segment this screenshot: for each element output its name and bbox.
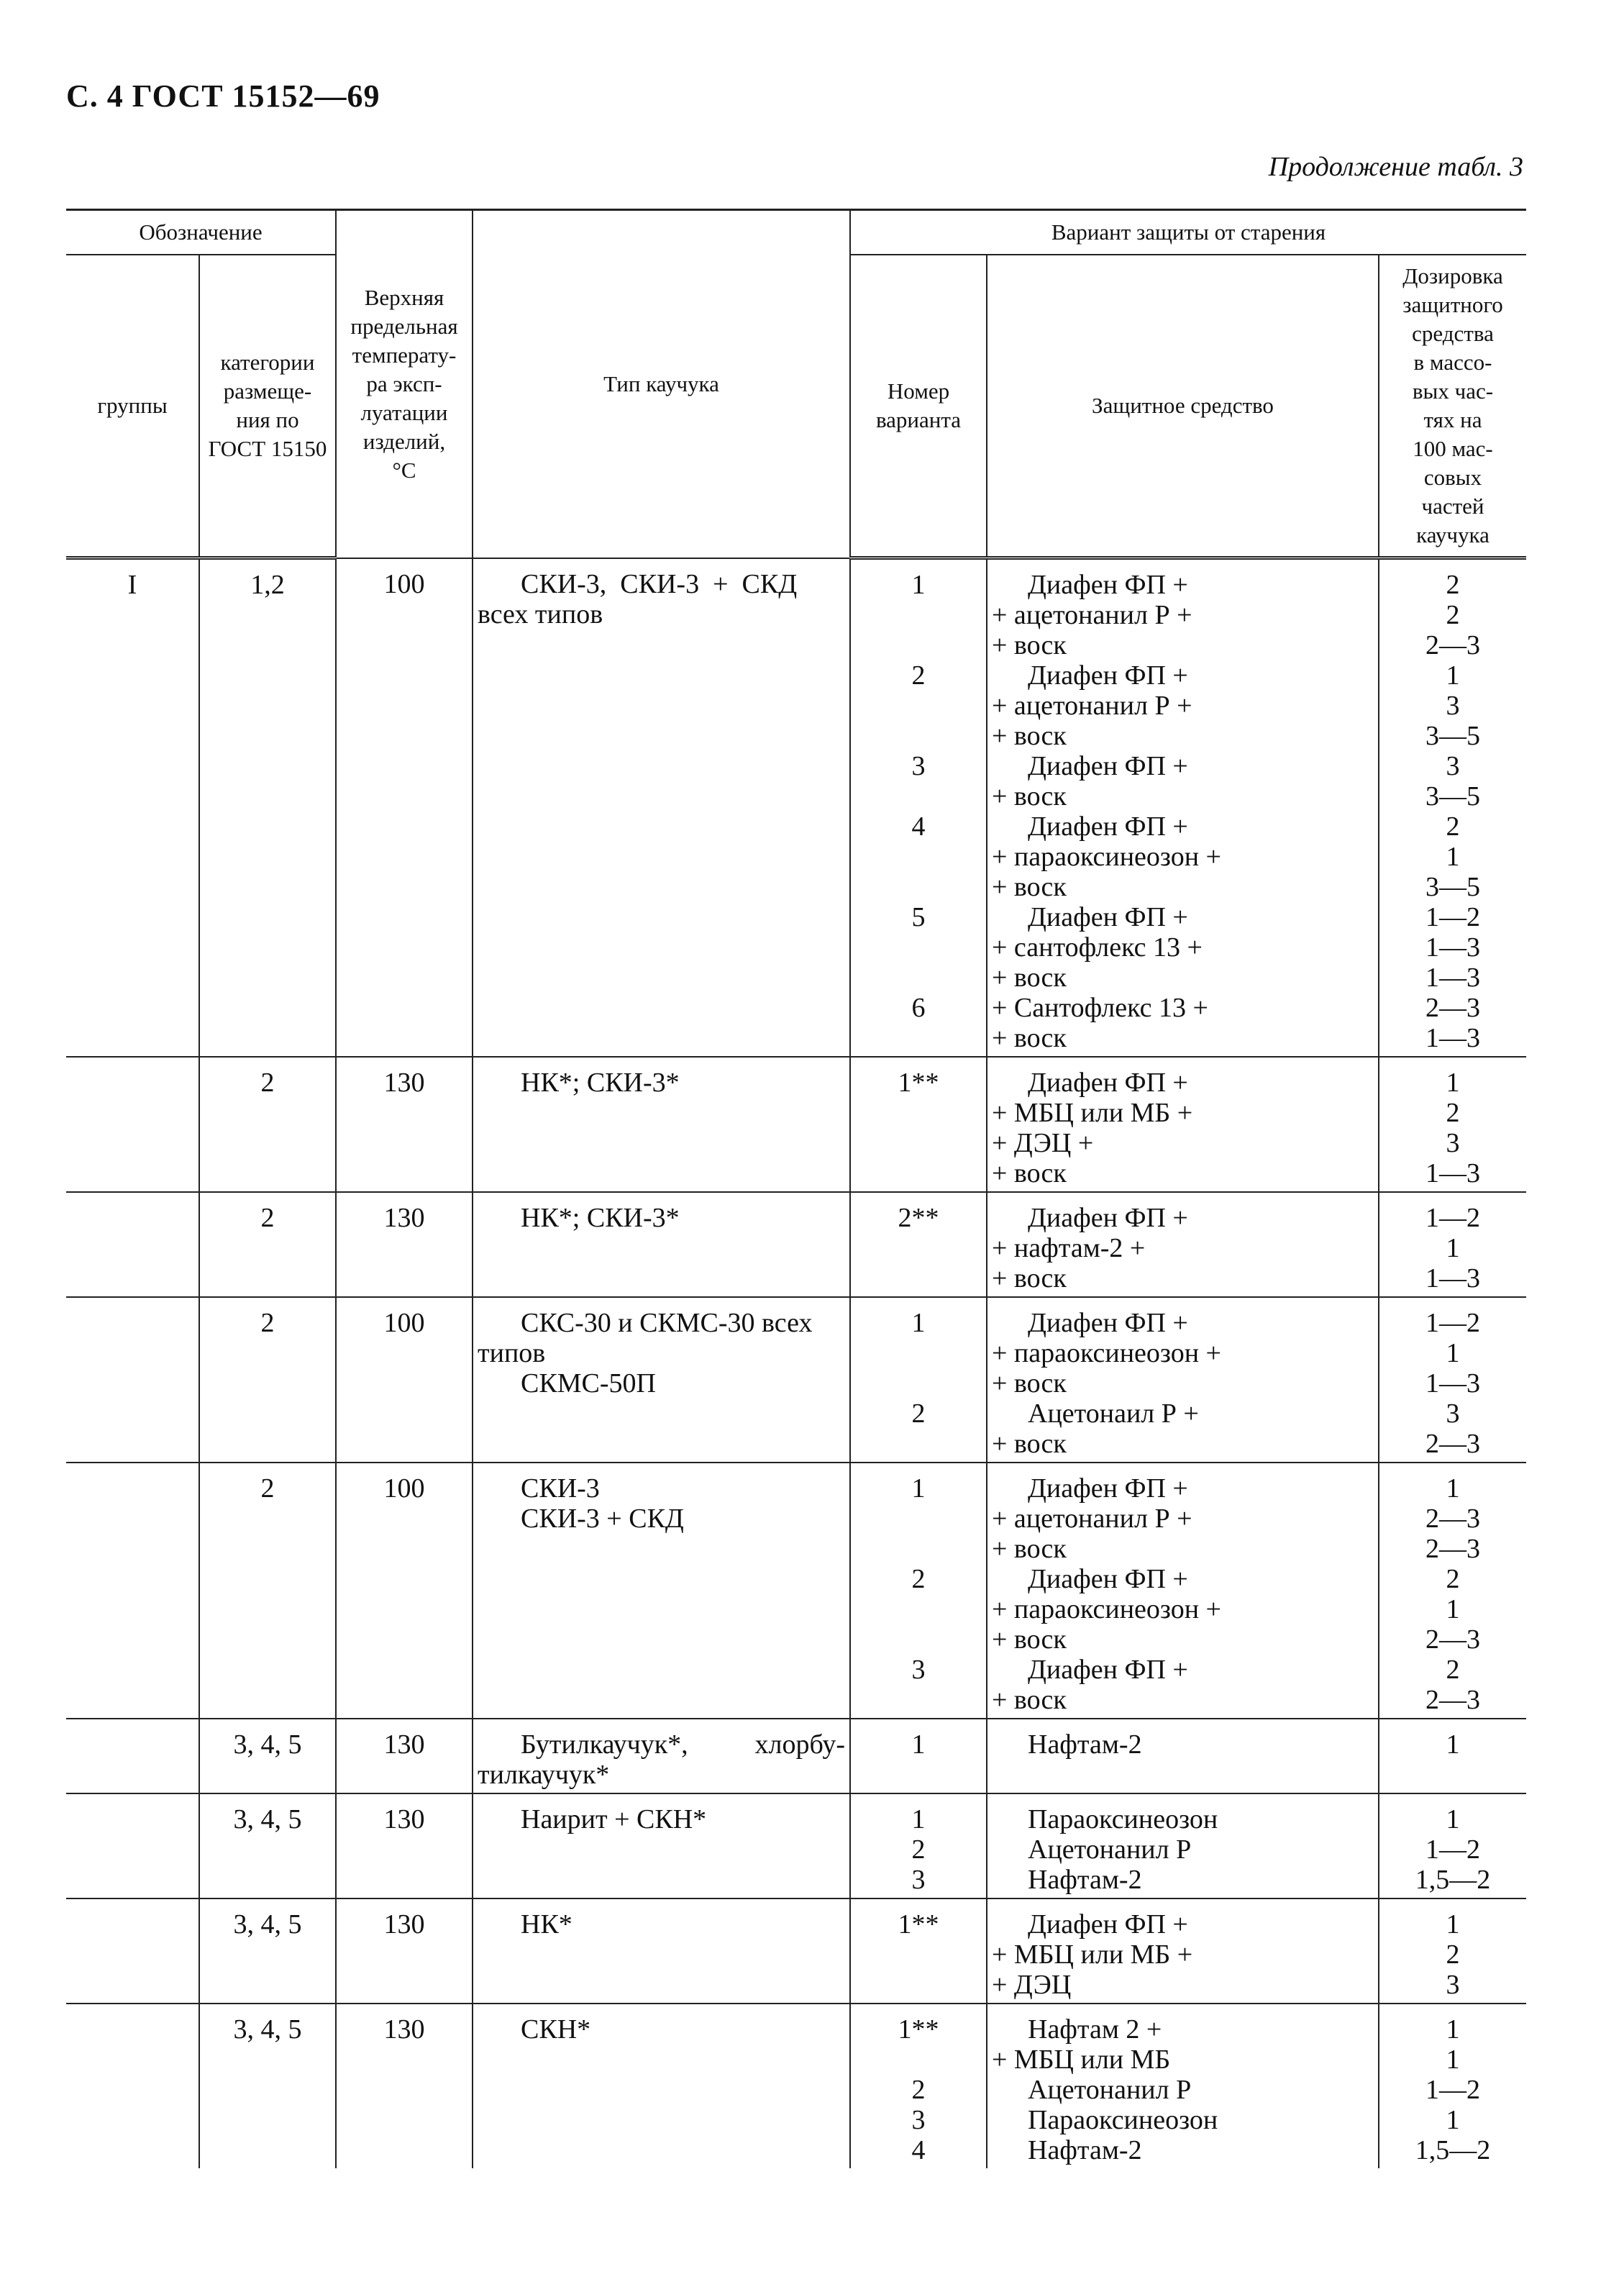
cell-category <box>199 1898 336 2004</box>
dosage-value: 1 <box>1446 2045 1460 2075</box>
header-temperature <box>336 210 473 558</box>
cell-rubber-type <box>473 1463 850 1719</box>
dosage-value: 1 <box>1446 1594 1460 1624</box>
protective-agent: + параоксинеозон + <box>992 1338 1221 1368</box>
variant-number <box>855 1023 982 1053</box>
variant-number: 1 <box>911 570 926 600</box>
variant-number: 2 <box>911 1399 926 1429</box>
dosage-value: 1 <box>1446 842 1460 872</box>
dosage-value: 3—5 <box>1425 872 1480 902</box>
cell-variant-number <box>850 1297 987 1463</box>
cell-group <box>66 1793 199 1898</box>
cell-group <box>66 1898 199 2004</box>
rubber-type-line: СКИ-3 <box>521 1473 600 1504</box>
cell-variant-number <box>850 1898 987 2004</box>
dosage-value: 1,5—2 <box>1415 2135 1491 2165</box>
variant-number <box>855 1939 982 1970</box>
dosage-value: 2 <box>1446 1564 1460 1594</box>
cell-rubber-type <box>473 1297 850 1463</box>
cell-variant-number <box>850 2004 987 2168</box>
cell-protective-agent <box>987 1192 1379 1297</box>
variant-number <box>855 1338 982 1368</box>
cell-rubber-type <box>473 1898 850 2004</box>
protective-agent: + ДЭЦ <box>992 1970 1072 2000</box>
header-line: температу- <box>352 342 457 368</box>
protective-agent: + воск <box>992 1624 1067 1655</box>
variant-number <box>855 842 982 872</box>
dosage-value: 3 <box>1446 1970 1460 2000</box>
variant-number <box>855 1263 982 1293</box>
variant-number <box>855 1233 982 1263</box>
dosage-value: 1 <box>1446 1068 1460 1098</box>
cell-category <box>199 1297 336 1463</box>
variant-number <box>855 932 982 963</box>
protective-agent: + воск <box>992 1023 1067 1053</box>
variant-number: 2 <box>911 1564 926 1594</box>
variant-number: 4 <box>911 2135 926 2165</box>
protective-agent: Диафен ФП + <box>1028 1068 1188 1098</box>
variant-number <box>855 721 982 751</box>
header-line: луатации <box>360 399 448 425</box>
dosage-value: 1 <box>1446 1338 1460 1368</box>
cell-variant-number <box>850 1192 987 1297</box>
header-variant-number-lines <box>854 377 983 435</box>
dosage-value: 1—2 <box>1425 1308 1480 1338</box>
cell-temperature <box>336 1057 473 1192</box>
table-row <box>66 1297 1526 1463</box>
category-value: 2 <box>260 1203 275 1233</box>
variant-number: 3 <box>911 2105 926 2135</box>
protective-agent: Параоксинеозон <box>1028 2105 1218 2135</box>
cell-rubber-type <box>473 1793 850 1898</box>
header-line: ния по <box>236 407 299 432</box>
protective-agent: Диафен ФП + <box>1028 1473 1188 1504</box>
variant-number <box>855 1098 982 1128</box>
header-line: Верхняя <box>364 284 444 310</box>
cell-category <box>199 1793 336 1898</box>
cell-group <box>66 2004 199 2168</box>
cell-variant-number <box>850 1719 987 1793</box>
protective-agent: + воск <box>992 1685 1067 1715</box>
dosage-value: 1—3 <box>1425 1023 1480 1053</box>
protective-agent: Ацетонанил Р <box>1028 2075 1192 2105</box>
category-value: 1,2 <box>250 570 285 600</box>
category-value: 3, 4, 5 <box>233 2014 302 2045</box>
header-protective-agent: Защитное средство <box>987 255 1379 558</box>
rubber-type-line <box>478 1729 845 1760</box>
category-value: 3, 4, 5 <box>233 1804 302 1834</box>
variant-number <box>855 2045 982 2075</box>
dosage-value: 1 <box>1446 2105 1460 2135</box>
cell-category <box>199 1719 336 1793</box>
cell-dosage <box>1379 1719 1526 1793</box>
cell-dosage <box>1379 1057 1526 1192</box>
protective-agent: Ацетонаил Р + <box>1028 1399 1199 1429</box>
header-line: предельная <box>350 313 458 339</box>
header-line: ГОСТ 15150 <box>208 436 327 461</box>
protective-agent: + ДЭЦ + <box>992 1128 1094 1158</box>
protective-agent: + воск <box>992 872 1067 902</box>
variant-number <box>855 1534 982 1564</box>
cell-protective-agent <box>987 1297 1379 1463</box>
protective-agent: Диафен ФП + <box>1028 570 1188 600</box>
cell-rubber-type <box>473 2004 850 2168</box>
dosage-value: 1—3 <box>1425 963 1480 993</box>
variant-number <box>855 1594 982 1624</box>
variant-number: 3 <box>911 751 926 781</box>
table-row <box>66 1057 1526 1192</box>
cell-protective-agent <box>987 1463 1379 1719</box>
variant-number: 5 <box>911 902 926 932</box>
dosage-value: 2 <box>1446 1655 1460 1685</box>
dosage-value: 2 <box>1446 1098 1460 1128</box>
protective-agent: Диафен ФП + <box>1028 811 1188 842</box>
cell-protective-agent <box>987 1719 1379 1793</box>
header-line: Номер <box>887 378 950 404</box>
cell-group <box>66 1719 199 1793</box>
dosage-value: 3 <box>1446 1128 1460 1158</box>
protective-agent: + воск <box>992 1429 1067 1459</box>
variant-number <box>855 1368 982 1399</box>
protective-agent: + ацетонанил Р + <box>992 691 1192 721</box>
temperature-value: 130 <box>383 2014 425 2045</box>
header-line: каучука <box>1416 522 1490 547</box>
cell-dosage <box>1379 1793 1526 1898</box>
cell-temperature <box>336 1297 473 1463</box>
cell-temperature <box>336 1898 473 2004</box>
protective-agent: Диафен ФП + <box>1028 1909 1188 1939</box>
cell-dosage <box>1379 1463 1526 1719</box>
header-line: °С <box>392 457 416 483</box>
dosage-value: 2—3 <box>1425 1685 1480 1715</box>
variant-number <box>855 1970 982 2000</box>
cell-variant-number <box>850 1057 987 1192</box>
variant-number <box>855 1429 982 1459</box>
table-row <box>66 558 1526 1058</box>
header-variant-number <box>850 255 987 558</box>
cell-temperature <box>336 2004 473 2168</box>
variant-number: 2 <box>911 660 926 691</box>
cell-dosage <box>1379 1898 1526 2004</box>
dosage-value: 1—2 <box>1425 1203 1480 1233</box>
cell-rubber-type <box>473 558 850 1058</box>
variant-number <box>855 1158 982 1188</box>
category-value: 2 <box>260 1473 275 1504</box>
dosage-value: 1 <box>1446 1909 1460 1939</box>
cell-protective-agent <box>987 1057 1379 1192</box>
cell-protective-agent <box>987 1898 1379 2004</box>
category-value: 2 <box>260 1068 275 1098</box>
dosage-value: 1,5—2 <box>1415 1865 1491 1895</box>
protective-agent: + ацетонанил Р + <box>992 600 1192 630</box>
rubber-type-line: типов <box>478 1338 546 1368</box>
dosage-value: 2 <box>1446 600 1460 630</box>
protective-agent: Нафтам 2 + <box>1028 2014 1162 2045</box>
protective-agent: + воск <box>992 1534 1067 1564</box>
variant-number <box>855 1128 982 1158</box>
cell-group <box>66 1297 199 1463</box>
cell-variant-number <box>850 558 987 1058</box>
header-group: группы <box>66 255 199 558</box>
dosage-value: 1—3 <box>1425 932 1480 963</box>
cell-rubber-type <box>473 1719 850 1793</box>
table-body <box>66 558 1526 2169</box>
protective-agent: + воск <box>992 781 1067 811</box>
header-line: изделий, <box>362 428 446 454</box>
variant-number: 1** <box>898 1909 939 1939</box>
temperature-value: 130 <box>383 1203 425 1233</box>
dosage-value: 2—3 <box>1425 1624 1480 1655</box>
protective-agent: + воск <box>992 1263 1067 1293</box>
protective-agent: + МБЦ или МБ + <box>992 1939 1193 1970</box>
temperature-value: 100 <box>383 568 425 599</box>
protective-agent: Диафен ФП + <box>1028 1564 1188 1594</box>
table-row <box>66 1898 1526 2004</box>
protective-agent: + воск <box>992 721 1067 751</box>
dosage-value: 1—2 <box>1425 902 1480 932</box>
cell-group <box>66 1463 199 1719</box>
header-temperature-lines <box>339 283 469 485</box>
header-category-lines <box>203 348 332 463</box>
cell-category <box>199 1463 336 1719</box>
cell-rubber-type <box>473 1057 850 1192</box>
protective-agent: Диафен ФП + <box>1028 1308 1188 1338</box>
dosage-value: 2—3 <box>1425 1534 1480 1564</box>
variant-number <box>855 1504 982 1534</box>
variant-number: 1 <box>911 1729 926 1760</box>
dosage-value: 1 <box>1446 660 1460 691</box>
temperature-value: 130 <box>383 1909 425 1939</box>
table-row <box>66 2004 1526 2168</box>
header-category <box>199 255 336 558</box>
cell-dosage <box>1379 1297 1526 1463</box>
protective-agent: Диафен ФП + <box>1028 660 1188 691</box>
dosage-value: 1—3 <box>1425 1263 1480 1293</box>
dosage-value: 2 <box>1446 1939 1460 1970</box>
cell-protective-agent <box>987 1793 1379 1898</box>
dosage-value: 1 <box>1446 1804 1460 1834</box>
header-line: размеще- <box>223 378 312 404</box>
table-continuation-label: Продолжение табл. 3 <box>1268 152 1523 182</box>
header-line: совых <box>1423 465 1482 490</box>
protective-agent: + МБЦ или МБ + <box>992 1098 1193 1128</box>
protective-agent: + сантофлекс 13 + <box>992 932 1203 963</box>
dosage-value: 3—5 <box>1425 721 1480 751</box>
dosage-value: 2—3 <box>1425 993 1480 1023</box>
header-line: Дозировка <box>1402 263 1503 288</box>
variant-number <box>855 630 982 660</box>
header-rubber-type: Тип каучука <box>473 210 850 558</box>
header-line: категории <box>220 350 315 375</box>
temperature-value: 130 <box>383 1729 425 1760</box>
protection-table <box>66 209 1526 2168</box>
cell-temperature <box>336 1793 473 1898</box>
protective-agent: + нафтам-2 + <box>992 1233 1146 1263</box>
protective-agent: + воск <box>992 630 1067 660</box>
temperature-value: 130 <box>383 1068 425 1098</box>
variant-number: 2** <box>898 1203 939 1233</box>
temperature-value: 100 <box>383 1473 425 1504</box>
header-protection-variant: Вариант защиты от старения <box>850 210 1526 255</box>
variant-number <box>855 691 982 721</box>
rubber-type-line: НК*; СКИ-3* <box>521 1203 680 1233</box>
dosage-value: 1—2 <box>1425 1834 1480 1865</box>
variant-number: 1 <box>911 1804 926 1834</box>
protective-agent: Диафен ФП + <box>1028 902 1188 932</box>
cell-category <box>199 558 336 1058</box>
protective-agent: Диафен ФП + <box>1028 1203 1188 1233</box>
variant-number: 1 <box>911 1308 926 1338</box>
cell-group <box>66 1057 199 1192</box>
protective-agent: + воск <box>992 963 1067 993</box>
cell-protective-agent <box>987 558 1379 1058</box>
table-row <box>66 1192 1526 1297</box>
rubber-type-line: Наирит + СКН* <box>521 1804 707 1834</box>
header-designation: Обозначение <box>66 210 336 255</box>
variant-number: 4 <box>911 811 926 842</box>
dosage-value: 1 <box>1446 1233 1460 1263</box>
variant-number <box>855 1624 982 1655</box>
variant-number: 1** <box>898 2014 939 2045</box>
temperature-value: 130 <box>383 1804 425 1834</box>
rubber-type-line: СКИ-3 + СКД <box>521 1504 684 1534</box>
cell-dosage <box>1379 1192 1526 1297</box>
page-header: С. 4 ГОСТ 15152—69 <box>66 78 380 114</box>
dosage-value: 3 <box>1446 691 1460 721</box>
variant-number: 2 <box>911 1834 926 1865</box>
dosage-value: 1 <box>1446 1729 1460 1760</box>
header-line: варианта <box>875 407 962 432</box>
rubber-type-line: тилкаучук* <box>478 1760 610 1790</box>
header-line: частей <box>1421 494 1484 519</box>
variant-number <box>855 781 982 811</box>
cell-category <box>199 1192 336 1297</box>
dosage-value: 1—3 <box>1425 1158 1480 1188</box>
rubber-type-word: Бутилкаучук*, <box>521 1729 688 1760</box>
dosage-value: 3—5 <box>1425 781 1480 811</box>
protective-agent: Ацетонанил Р <box>1028 1834 1192 1865</box>
cell-temperature <box>336 558 473 1058</box>
variant-number <box>855 872 982 902</box>
protective-agent: + параоксинеозон + <box>992 1594 1221 1624</box>
temperature-value: 100 <box>383 1308 425 1338</box>
table-row <box>66 1793 1526 1898</box>
variant-number <box>855 600 982 630</box>
variant-number: 1 <box>911 1473 926 1504</box>
header-line: защитного <box>1402 292 1503 317</box>
header-dosage <box>1379 255 1526 558</box>
header-line: в массо- <box>1413 350 1492 375</box>
rubber-type-line: всех типов <box>478 599 603 629</box>
rubber-type-line: СКИ-3, СКИ-3 + СКД <box>521 568 798 599</box>
cell-dosage <box>1379 558 1526 1058</box>
cell-protective-agent <box>987 2004 1379 2168</box>
rubber-type-line: НК*; СКИ-3* <box>521 1068 680 1098</box>
dosage-value: 3 <box>1446 1399 1460 1429</box>
variant-number <box>855 963 982 993</box>
table-row <box>66 1463 1526 1719</box>
variant-number: 3 <box>911 1655 926 1685</box>
protective-agent: + воск <box>992 1158 1067 1188</box>
category-value: 2 <box>260 1308 275 1338</box>
header-line: средства <box>1412 321 1494 346</box>
protective-agent: + Сантофлекс 13 + <box>992 993 1208 1023</box>
dosage-value: 2 <box>1446 570 1460 600</box>
rubber-type-line: СКС-30 и СКМС-30 всех <box>521 1308 813 1338</box>
protective-agent: Нафтам-2 <box>1028 2135 1142 2165</box>
protective-agent: + воск <box>992 1368 1067 1399</box>
dosage-value: 1 <box>1446 1473 1460 1504</box>
variant-number <box>855 1685 982 1715</box>
header-line: 100 мас- <box>1413 436 1493 461</box>
header-line: ра эксп- <box>366 370 442 396</box>
cell-group <box>66 1192 199 1297</box>
variant-number: 3 <box>911 1865 926 1895</box>
cell-category <box>199 2004 336 2168</box>
dosage-value: 2—3 <box>1425 1429 1480 1459</box>
rubber-type-line: СКН* <box>521 2014 591 2045</box>
variant-number: 2 <box>911 2075 926 2105</box>
protective-agent: + МБЦ или МБ <box>992 2045 1171 2075</box>
category-value: 3, 4, 5 <box>233 1729 302 1760</box>
cell-dosage <box>1379 2004 1526 2168</box>
cell-rubber-type <box>473 1192 850 1297</box>
protective-agent: + параоксинеозон + <box>992 842 1221 872</box>
dosage-value: 1—3 <box>1425 1368 1480 1399</box>
cell-temperature <box>336 1719 473 1793</box>
dosage-value: 1 <box>1446 2014 1460 2045</box>
cell-temperature <box>336 1463 473 1719</box>
rubber-type-line: СКМС-50П <box>521 1368 656 1399</box>
protective-agent: Диафен ФП + <box>1028 1655 1188 1685</box>
cell-temperature <box>336 1192 473 1297</box>
header-line: тях на <box>1423 407 1482 432</box>
dosage-value: 3 <box>1446 751 1460 781</box>
variant-number: 6 <box>911 993 926 1023</box>
header-dosage-lines <box>1382 262 1523 550</box>
cell-variant-number <box>850 1793 987 1898</box>
dosage-value: 2 <box>1446 811 1460 842</box>
dosage-value: 1—2 <box>1425 2075 1480 2105</box>
protective-agent: Нафтам-2 <box>1028 1865 1142 1895</box>
group-value: I <box>127 570 137 600</box>
dosage-value: 2—3 <box>1425 630 1480 660</box>
cell-category <box>199 1057 336 1192</box>
dosage-value: 2—3 <box>1425 1504 1480 1534</box>
protective-agent: Параоксинеозон <box>1028 1804 1218 1834</box>
rubber-type-word: хлорбу- <box>754 1729 845 1760</box>
protective-agent: Нафтам-2 <box>1028 1729 1142 1760</box>
cell-group <box>66 558 199 1058</box>
protective-agent: + ацетонанил Р + <box>992 1504 1192 1534</box>
protective-agent: Диафен ФП + <box>1028 751 1188 781</box>
header-line: вых час- <box>1412 378 1494 404</box>
variant-number: 1** <box>898 1068 939 1098</box>
rubber-type-line: НК* <box>521 1909 572 1939</box>
table-row <box>66 1719 1526 1793</box>
cell-variant-number <box>850 1463 987 1719</box>
category-value: 3, 4, 5 <box>233 1909 302 1939</box>
